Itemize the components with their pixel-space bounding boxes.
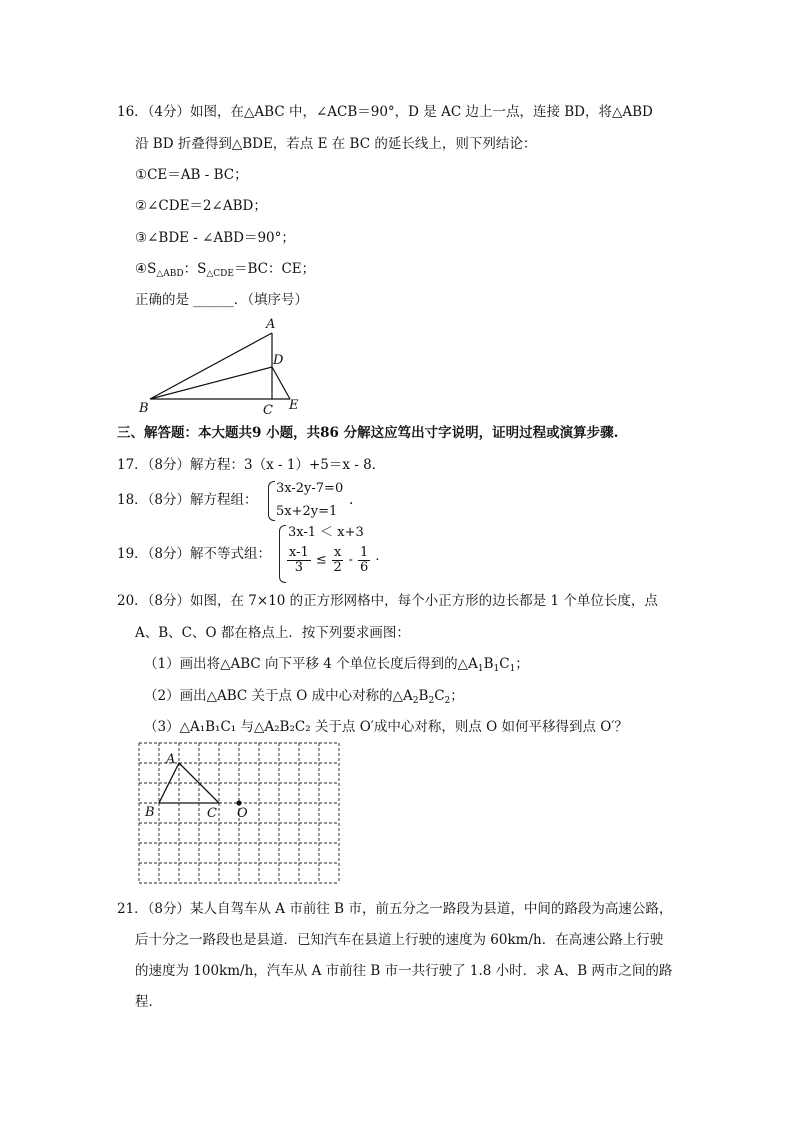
q20-label-o: O	[237, 806, 248, 821]
q20-label-b: B	[145, 805, 155, 820]
q16-stem-line1: 16．（4分）如图，在△ABC 中，∠ACB＝90°，D 是 AC 边上一点，连接 BD，将△ABD	[117, 104, 653, 120]
q16-label-d: D	[273, 353, 284, 368]
q16-label-c: C	[263, 403, 273, 418]
q20-part-3: （3）△A₁B₁C₁ 与△A₂B₂C₂ 关于点 O′成中心对称，则点 O 如何平移得到点 O′？	[144, 719, 628, 735]
q16-conclusion-3: ③∠BDE - ∠ABD＝90°；	[135, 230, 295, 246]
q16-label-b: B	[139, 401, 149, 416]
q20-stem-line2: A、B、C、O 都在格点上．按下列要求画图：	[135, 625, 410, 641]
q19-lead: 19．（8分）解不等式组：	[117, 546, 272, 562]
q18-lead: 18．（8分）解方程组：	[117, 492, 258, 508]
q20-part-2: （2）画出△ABC 关于点 O 成中心对称的$\triangle A_2B_2C_2$；	[144, 688, 464, 706]
q19-inequality-2: $\frac{x-1}{3}$ ≤ $\frac{x}{2}$ - $\frac{1}{6}$ ·	[289, 545, 380, 575]
q16-label-e: E	[289, 398, 299, 413]
q16-conclusion-4: $④S_{\triangle ABD}$：$S_{\triangle CDE}=BC$：CE；	[135, 261, 316, 279]
q21-line4: 程．	[135, 994, 162, 1010]
q20-label-c: C	[207, 806, 217, 821]
q19-fraction-1: $\frac{x-1}{3}$	[289, 545, 309, 575]
q18-equation-1: 3x-2y-7=0	[276, 481, 344, 496]
q19-inequality-1: 3x-1 ＜ x+3	[288, 525, 364, 540]
q16-conclusion-1: ①CE＝AB - BC；	[135, 167, 248, 183]
q16-answer-blank: 正确的是 ______．（填序号）	[135, 292, 309, 308]
q20-stem-line1: 20．（8分）如图，在 7×10 的正方形网格中，每个小正方形的边长都是 1 个单位长度，点	[117, 593, 658, 609]
q17-text: 17．（8分）解方程：3（x - 1）+5＝x - 8．	[117, 457, 386, 473]
q20-part-1: （1）画出将△ABC 向下平移 4 个单位长度后得到的$\triangle A_1B_1C_1$；	[144, 656, 529, 674]
q21-line3: 的速度为 100km/h，汽车从 A 市前往 B 市一共行驶了 1.8 小时．求 A、B 两市之间的路	[135, 963, 673, 979]
section-3-heading: 三、解答题：本大题共9 小题，共86 分解这应笃出寸字说明，证明过程或演算步骤.	[117, 425, 619, 441]
q18-equation-2: 5x+2y=1	[276, 504, 338, 519]
q16-conclusion-2: ②∠CDE＝2∠ABD；	[135, 198, 267, 214]
q16-stem-line2: 沿 BD 折叠得到△BDE，若点 E 在 BC 的延长线上，则下列结论：	[135, 136, 537, 152]
q16-label-a: A	[266, 317, 276, 332]
q20-point-o	[237, 801, 242, 806]
q21-line1: 21．（8分）某人自驾车从 A 市前往 B 市，前五分之一路段为县道，中间的路段为高速公路，	[117, 901, 673, 917]
q21-line2: 后十分之一路段也是县道．已知汽车在县道上行驶的速度为 60km/h．在高速公路上行驶	[135, 932, 664, 948]
q19-fraction-3: $\frac{1}{6}$	[360, 545, 369, 575]
q20-label-a: A	[166, 752, 176, 767]
q18-period: .	[349, 492, 354, 508]
q19-fraction-2: $\frac{x}{2}$	[333, 545, 342, 575]
